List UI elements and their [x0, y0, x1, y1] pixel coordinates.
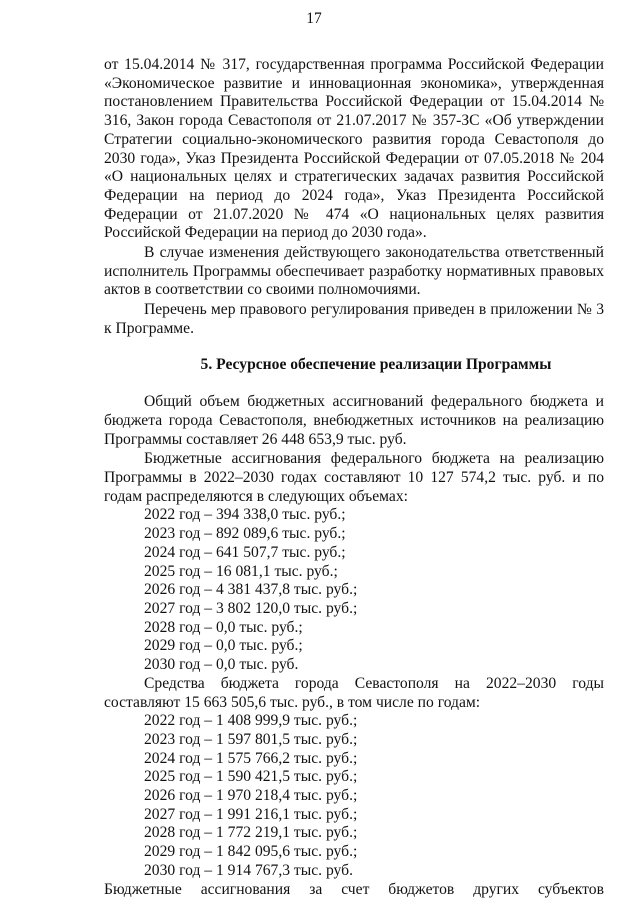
list-item: 2030 год – 1 914 767,3 тыс. руб. [144, 861, 353, 879]
paragraph-total-budget: Общий объем бюджетных ассигнований федерального бюджета и бюджета города Севастополя, внебюджетных источников на реализацию Программы составляет 26 448 653,9 тыс. руб. [104, 393, 604, 448]
paragraph-city-budget: Средства бюджета города Севастополя на 2022–2030 годы составляют 15 663 505,6 тыс. руб., в том числе по годам: [104, 674, 604, 711]
list-item: 2028 год – 0,0 тыс. руб.; [144, 618, 303, 636]
word: бюджетов [388, 880, 455, 898]
list-item: 2024 год – 1 575 766,2 тыс. руб.; [144, 749, 358, 767]
list-item: 2023 год – 1 597 801,5 тыс. руб.; [144, 730, 358, 748]
list-item: 2022 год – 394 338,0 тыс. руб.; [144, 506, 346, 524]
word: за [309, 880, 323, 898]
list-item: 2022 год – 1 408 999,9 тыс. руб.; [144, 712, 358, 730]
word: других [473, 880, 520, 898]
city-budget-by-year-list [104, 712, 604, 880]
list-item: 2027 год – 1 991 216,1 тыс. руб.; [144, 805, 358, 823]
page-number: 17 [306, 10, 322, 27]
word: субъектов [537, 880, 604, 898]
word: ассигнования [200, 880, 291, 898]
list-item: 2023 год – 892 089,6 тыс. руб.; [144, 525, 346, 543]
paragraph-legislation-change: В случае изменения действующего законодательства ответственный исполнитель Программы обеспечивает разработку нормативных правовых актов в соответствии со своими полномочиями. [104, 244, 604, 299]
federal-budget-by-year-list [104, 506, 604, 674]
list-item: 2025 год – 1 590 421,5 тыс. руб.; [144, 768, 358, 786]
list-item: 2029 год – 0,0 тыс. руб.; [144, 637, 303, 655]
section-heading: 5. Ресурсное обеспечение реализации Программы [200, 355, 552, 373]
list-item: 2029 год – 1 842 095,6 тыс. руб.; [144, 843, 358, 861]
list-item: 2025 год – 16 081,1 тыс. руб.; [144, 562, 338, 580]
list-item: 2026 год – 4 381 437,8 тыс. руб.; [144, 581, 358, 599]
paragraph-other-subjects-start [104, 881, 604, 900]
list-item: 2024 год – 641 507,7 тыс. руб.; [144, 543, 346, 561]
list-item: 2030 год – 0,0 тыс. руб. [144, 656, 299, 674]
list-item: 2028 год – 1 772 219,1 тыс. руб.; [144, 824, 358, 842]
word: счет [341, 880, 370, 898]
word: Бюджетные [104, 880, 182, 898]
list-item: 2026 год – 1 970 218,4 тыс. руб.; [144, 787, 358, 805]
paragraph-regulation-measures: Перечень мер правового регулирования приведен в приложении № 3 к Программе. [104, 301, 604, 337]
list-item: 2027 год – 3 802 120,0 тыс. руб.; [144, 599, 358, 617]
document-body [104, 56, 604, 899]
paragraph-legal-basis: от 15.04.2014 № 317, государственная программа Российской Федерации «Экономическое развитие и инновационная экономика», утвержденная постановлением Правительства Российской Федерации от 15.04.2014 № 316, Закон города Севастополя от 21.07.2017 № 357-ЗС «Об утверждении Стратегии социально-экономического развития города Севастополя до 2030 года», Указ Президента Российской Федерации от 07.05.2018 № 204 «О национальных целях и стратегических задачах развития Российской Федерации на период до 2024 года», Указ Президента Российской Федерации от 21.07.2020 № 474 «О национальных целях развития Российской Федерации на период до 2030 года». [104, 56, 604, 242]
paragraph-federal-budget: Бюджетные ассигнования федерального бюджета на реализацию Программы в 2022–2030 годах составляют 10 127 574,2 тыс. руб. и по годам распределяются в следующих объемах: [104, 450, 604, 505]
